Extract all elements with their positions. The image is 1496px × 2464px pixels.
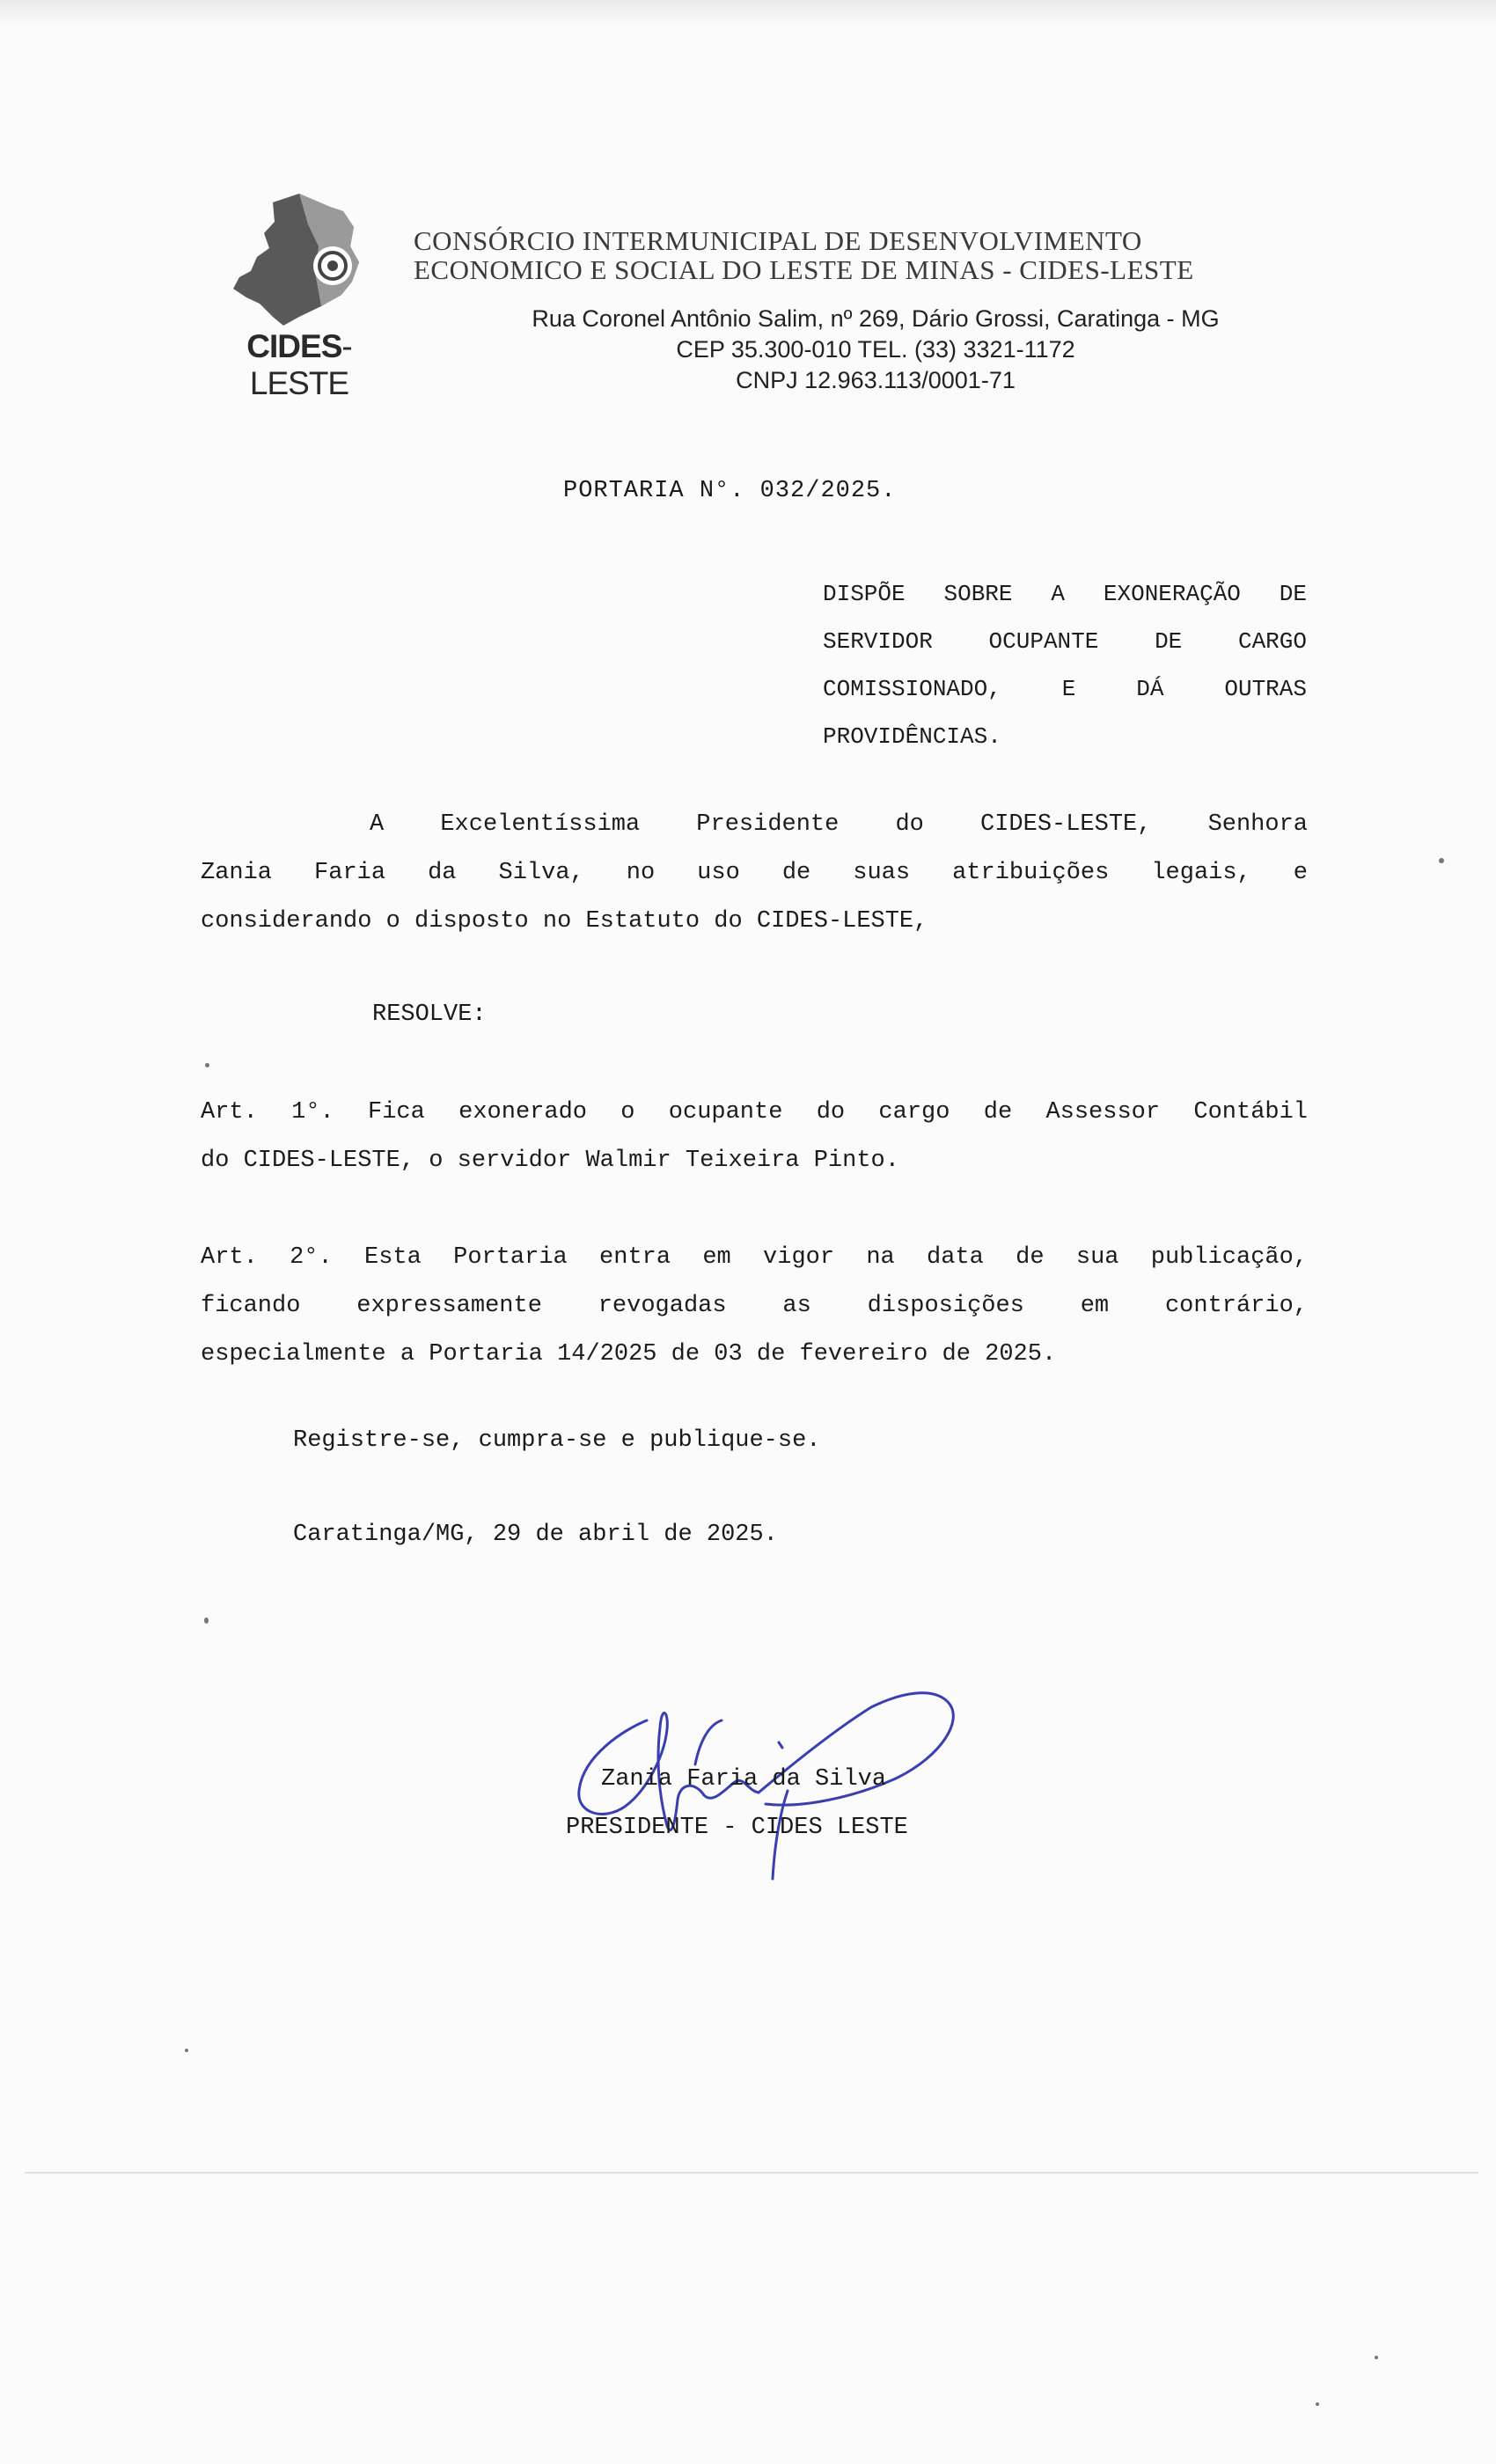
article-2 [201,1234,1308,1379]
ementa-line: DISPÕE SOBRE A EXONERAÇÃO DE [823,581,1307,607]
scan-speck [1439,858,1444,863]
preamble-paragraph [201,801,1308,946]
org-name-line-2: ECONOMICO E SOCIAL DO LESTE DE MINAS - CIDES-LESTE [414,254,1194,285]
article-2-line: Art. 2°. Esta Portaria entra em vigor na data de sua publicação, [201,1244,1308,1271]
organization-address [458,304,1294,396]
ementa-line: COMISSIONADO, E DÁ OUTRAS [823,676,1307,702]
signatory-name: Zania Faria da Silva [601,1766,887,1793]
ementa [823,570,1307,760]
ementa-line: SERVIDOR OCUPANTE DE CARGO [823,628,1307,655]
scan-speck [1375,2356,1378,2359]
scan-speck [1316,2402,1319,2406]
page-fold-line [25,2172,1478,2174]
place-and-date: Caratinga/MG, 29 de abril de 2025. [293,1522,778,1548]
cep-telephone: CEP 35.300-010 TEL. (33) 3321-1172 [676,336,1075,363]
resolve-heading: RESOLVE: [372,1001,487,1028]
closing-formula: Registre-se, cumpra-se e publique-se. [293,1427,821,1454]
scan-edge-shadow [0,0,1496,26]
article-1-line: Art. 1°. Fica exonerado o ocupante do cargo de Assessor Contábil [201,1099,1308,1126]
scan-speck [204,1617,209,1624]
article-1 [201,1089,1308,1185]
minas-map-icon [211,185,387,334]
logo-wordmark: CIDES-LESTE [246,328,352,401]
article-2-line: ficando expressamente revogadas as disposições em contrário, [201,1293,1308,1319]
org-name-line-1: CONSÓRCIO INTERMUNICIPAL DE DESENVOLVIMENTO [414,225,1142,256]
ementa-line: PROVIDÊNCIAS. [823,723,1001,750]
article-2-line: especialmente a Portaria 14/2025 de 03 de fevereiro de 2025. [201,1341,1057,1368]
preamble-line: Zania Faria da Silva, no uso de suas atribuições legais, e [201,860,1308,886]
document-title: PORTARIA N°. 032/2025. [563,478,897,504]
article-1-line: do CIDES-LESTE, o servidor Walmir Teixeira Pinto. [201,1148,899,1174]
preamble-line: A Excelentíssima Presidente do CIDES-LESTE, Senhora [370,811,1308,838]
scan-speck [205,1063,209,1067]
scan-speck [185,2049,188,2052]
organization-name [414,226,1294,284]
signatory-role: PRESIDENTE - CIDES LESTE [566,1815,908,1841]
preamble-line: considerando o disposto no Estatuto do CIDES-LESTE, [201,908,928,935]
cnpj: CNPJ 12.963.113/0001-71 [736,367,1016,393]
street-address: Rua Coronel Antônio Salim, nº 269, Dário Grossi, Caratinga - MG [532,305,1220,332]
cides-leste-logo [211,185,387,401]
